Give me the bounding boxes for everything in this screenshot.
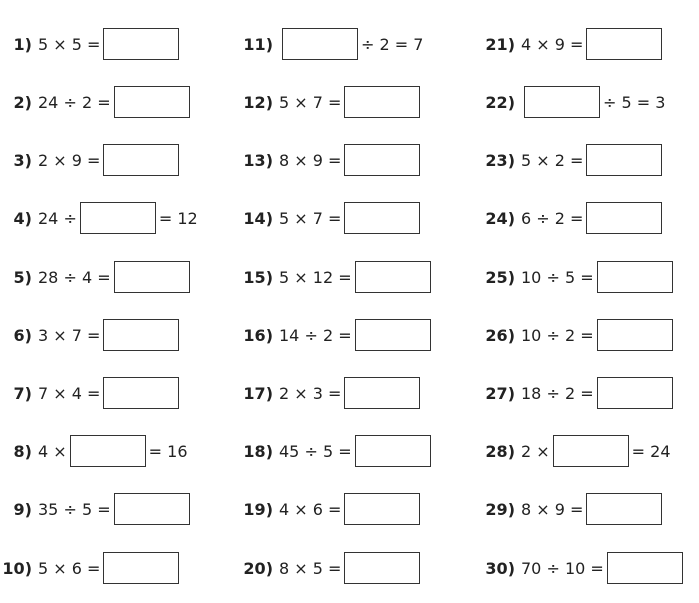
problem-expression: 24 ÷ (38, 208, 77, 228)
problem-expression: 10 ÷ 5 = (521, 267, 594, 287)
problem-row (483, 491, 665, 527)
problem-number: 5) (13, 267, 32, 287)
problem-number: 1) (13, 34, 32, 54)
problem-expression: 2 × 3 = (279, 383, 342, 403)
problem-number: 2) (13, 92, 32, 112)
problem-row (483, 142, 665, 178)
problem-number: 15) (243, 267, 273, 287)
answer-box[interactable] (586, 28, 662, 60)
answer-box[interactable] (80, 202, 156, 234)
answer-box[interactable] (344, 377, 420, 409)
answer-box[interactable] (344, 493, 420, 525)
problem-expression: 8 × 5 = (279, 558, 342, 578)
problem-number: 18) (243, 441, 273, 461)
answer-box[interactable] (114, 261, 190, 293)
problem-row (241, 259, 434, 295)
problem-row (483, 84, 665, 120)
problem-row (241, 317, 434, 353)
problem-number: 28) (485, 441, 515, 461)
problem-expression: 5 × 2 = (521, 150, 584, 170)
answer-box[interactable] (524, 86, 600, 118)
answer-box[interactable] (344, 86, 420, 118)
answer-box[interactable] (70, 435, 146, 467)
problem-row (241, 142, 423, 178)
problem-expression: 2 × 9 = (38, 150, 101, 170)
problem-row (0, 317, 182, 353)
problem-number: 13) (243, 150, 273, 170)
answer-box[interactable] (355, 261, 431, 293)
problem-expression: 18 ÷ 2 = (521, 383, 594, 403)
answer-box[interactable] (597, 377, 673, 409)
problem-number: 8) (13, 441, 32, 461)
problem-number: 9) (13, 499, 32, 519)
problem-expression: 5 × 7 = (279, 92, 342, 112)
problem-number: 12) (243, 92, 273, 112)
problem-expression: 5 × 12 = (279, 267, 352, 287)
problem-row (241, 433, 434, 469)
problem-expression: 4 × 6 = (279, 499, 342, 519)
problem-expression: 5 × 7 = (279, 208, 342, 228)
problem-row (483, 433, 671, 469)
answer-box[interactable] (344, 552, 420, 584)
problem-row (241, 26, 423, 62)
answer-box[interactable] (344, 202, 420, 234)
problem-number: 27) (485, 383, 515, 403)
problem-expression: 24 ÷ 2 = (38, 92, 111, 112)
problem-expression: 14 ÷ 2 = (279, 325, 352, 345)
problem-number: 20) (243, 558, 273, 578)
problem-row (0, 433, 188, 469)
answer-box[interactable] (103, 144, 179, 176)
problem-row (0, 200, 198, 236)
problem-row (483, 200, 665, 236)
problem-result: ÷ 5 = 3 (603, 92, 666, 112)
problem-expression: 2 × (521, 441, 550, 461)
problem-expression: 45 ÷ 5 = (279, 441, 352, 461)
problem-number: 19) (243, 499, 273, 519)
answer-box[interactable] (344, 144, 420, 176)
answer-box[interactable] (103, 28, 179, 60)
problem-row (241, 200, 423, 236)
problem-row (0, 375, 182, 411)
answer-box[interactable] (597, 261, 673, 293)
problem-number: 4) (13, 208, 32, 228)
problem-number: 26) (485, 325, 515, 345)
problem-expression: 70 ÷ 10 = (521, 558, 604, 578)
problem-expression: 4 × 9 = (521, 34, 584, 54)
problem-number: 16) (243, 325, 273, 345)
answer-box[interactable] (282, 28, 358, 60)
problem-number: 14) (243, 208, 273, 228)
problem-row (0, 491, 193, 527)
problem-row (241, 491, 423, 527)
problem-row (483, 317, 676, 353)
problem-expression: 28 ÷ 4 = (38, 267, 111, 287)
problem-expression: 6 ÷ 2 = (521, 208, 584, 228)
problem-result: = 24 (631, 441, 671, 461)
problem-expression: 5 × 6 = (38, 558, 101, 578)
problem-number: 22) (485, 92, 515, 112)
answer-box[interactable] (607, 552, 683, 584)
problem-row (0, 84, 193, 120)
problem-number: 17) (243, 383, 273, 403)
problem-expression: 35 ÷ 5 = (38, 499, 111, 519)
problem-row (0, 550, 182, 586)
problem-result: ÷ 2 = 7 (361, 34, 424, 54)
problem-expression: 7 × 4 = (38, 383, 101, 403)
problem-row (0, 142, 182, 178)
problem-number: 11) (243, 34, 273, 54)
problem-row (483, 259, 676, 295)
problem-number: 6) (13, 325, 32, 345)
problem-number: 24) (485, 208, 515, 228)
problem-expression: 8 × 9 = (279, 150, 342, 170)
answer-box[interactable] (586, 144, 662, 176)
problem-row (483, 26, 665, 62)
problem-result: = 16 (148, 441, 188, 461)
answer-box[interactable] (114, 493, 190, 525)
answer-box[interactable] (597, 319, 673, 351)
answer-box[interactable] (355, 319, 431, 351)
answer-box[interactable] (355, 435, 431, 467)
problem-expression: 8 × 9 = (521, 499, 584, 519)
problem-number: 30) (485, 558, 515, 578)
problem-number: 23) (485, 150, 515, 170)
problem-row (241, 84, 423, 120)
problem-row (483, 375, 676, 411)
problem-number: 7) (13, 383, 32, 403)
problem-expression: 5 × 5 = (38, 34, 101, 54)
problem-number: 21) (485, 34, 515, 54)
answer-box[interactable] (586, 493, 662, 525)
problem-number: 3) (13, 150, 32, 170)
problem-row (483, 550, 686, 586)
answer-box[interactable] (103, 319, 179, 351)
problem-row (0, 26, 182, 62)
problem-row (241, 550, 423, 586)
problem-expression: 3 × 7 = (38, 325, 101, 345)
problem-number: 10) (2, 558, 32, 578)
answer-box[interactable] (103, 552, 179, 584)
problem-row (241, 375, 423, 411)
problem-result: = 12 (158, 208, 198, 228)
problem-expression: 10 ÷ 2 = (521, 325, 594, 345)
problem-number: 29) (485, 499, 515, 519)
problem-number: 25) (485, 267, 515, 287)
answer-box[interactable] (114, 86, 190, 118)
answer-box[interactable] (553, 435, 629, 467)
answer-box[interactable] (586, 202, 662, 234)
answer-box[interactable] (103, 377, 179, 409)
problem-row (0, 259, 193, 295)
problem-expression: 4 × (38, 441, 67, 461)
